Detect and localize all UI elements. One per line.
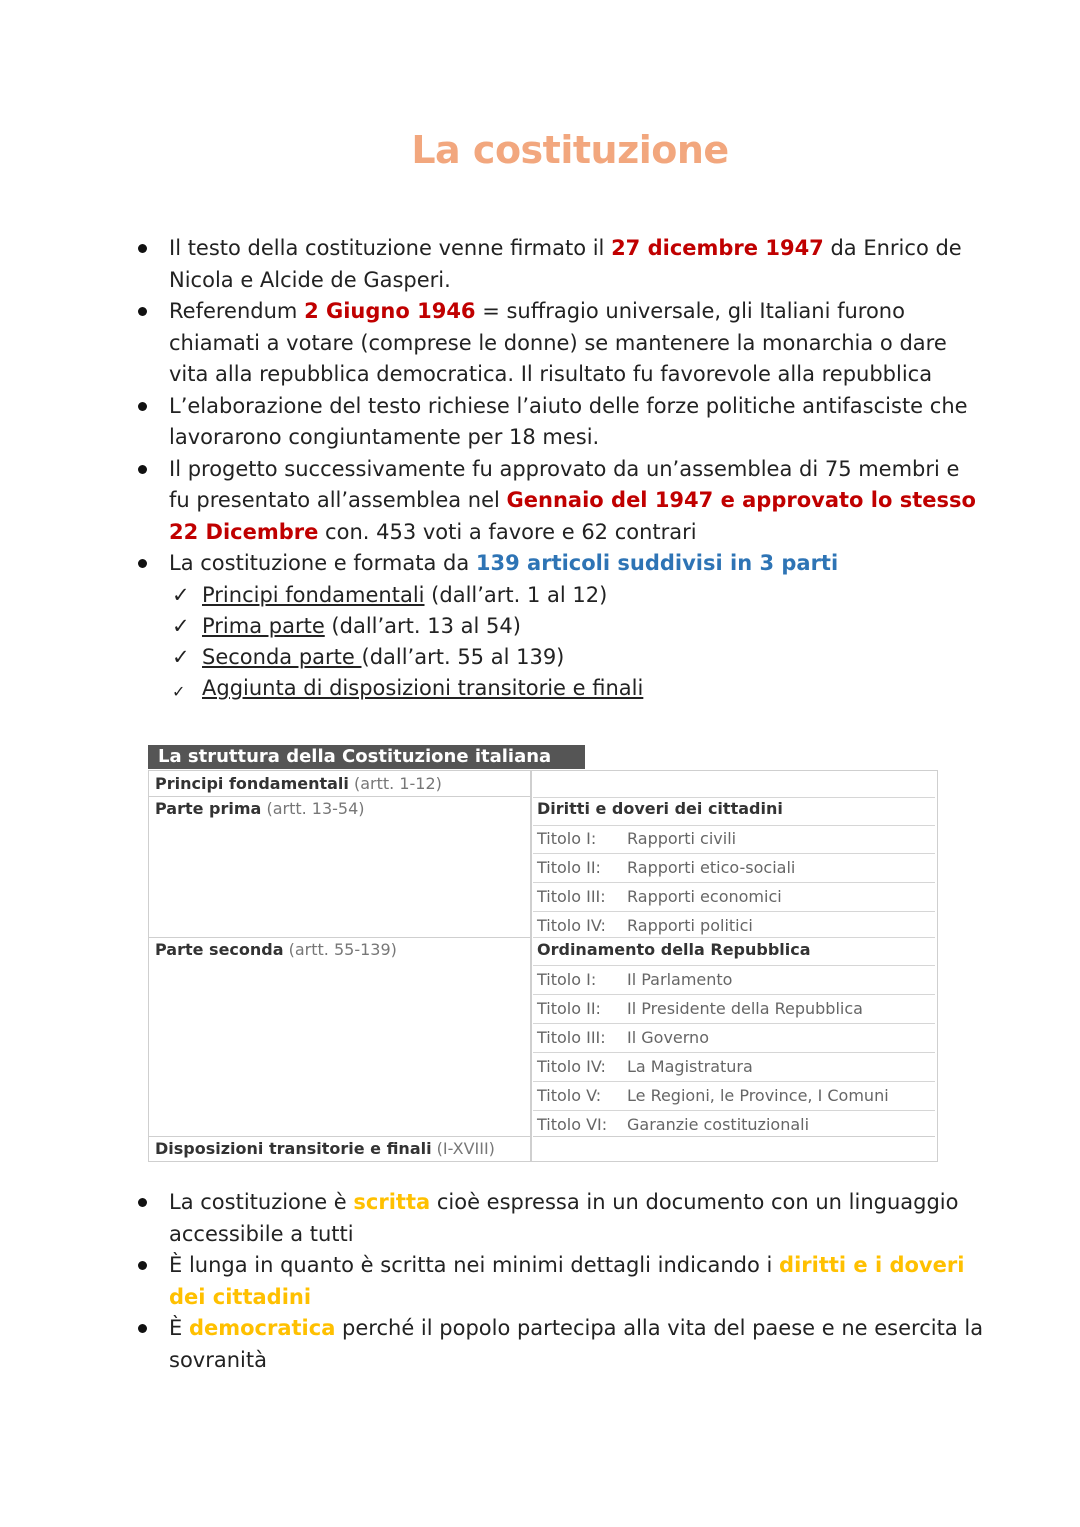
table-row <box>533 1111 935 1136</box>
table-divider <box>533 1136 935 1137</box>
text: cioè espressa in un documento con un linguaggio accessibile a tutti <box>169 1190 959 1246</box>
check-list <box>172 580 986 704</box>
text: La costituzione e formata da <box>169 551 476 575</box>
text: (artt. 1-12) <box>348 774 442 793</box>
text: (dall’art. 13 al 54) <box>324 613 521 638</box>
list-item <box>136 454 986 549</box>
table-row <box>533 1053 935 1082</box>
text: Titolo II: <box>537 858 601 877</box>
text: Le Regioni, le Province, I Comuni <box>627 1086 889 1105</box>
text: da Enrico de Nicola e Alcide de Gasperi. <box>169 236 962 292</box>
text: Aggiunta di disposizioni transitorie e finali <box>202 675 644 700</box>
highlight-text: diritti e i doveri dei cittadini <box>169 1253 965 1309</box>
check-item <box>172 611 986 642</box>
text: Rapporti politici <box>627 916 753 935</box>
bullet-icon <box>138 244 147 253</box>
section-heading: Diritti e doveri dei cittadini <box>537 799 783 818</box>
list-item <box>136 1313 986 1376</box>
check-item <box>172 642 986 673</box>
text: Rapporti civili <box>627 829 737 848</box>
bullet-icon <box>138 307 147 316</box>
highlight-date: Gennaio del 1947 e approvato lo stesso 22 Dicembre <box>169 488 976 544</box>
highlight-text: democratica <box>188 1316 336 1340</box>
bullet-list <box>136 1187 986 1376</box>
text: Il Governo <box>627 1028 709 1047</box>
bullet-icon <box>138 465 147 474</box>
check-item <box>172 673 986 704</box>
list-item <box>136 233 986 296</box>
bullet-list <box>136 233 986 704</box>
table-title: La struttura della Costituzione italiana <box>148 745 585 769</box>
text: Rapporti economici <box>627 887 782 906</box>
text: La costituzione è <box>169 1190 354 1214</box>
table-row <box>533 995 935 1024</box>
text: Garanzie costituzionali <box>627 1115 810 1134</box>
text: Titolo III: <box>537 1028 606 1047</box>
bullet-icon <box>138 559 147 568</box>
text: = suffragio universale, gli Italiani furono chiamati a votare (comprese le donne) se mantenere la monarchia o dare vita alla repubblica democratica. Il risultato fu favorevole alla repubblica <box>169 299 947 386</box>
text: Titolo I: <box>537 829 597 848</box>
table-row <box>533 912 935 938</box>
text: Il Parlamento <box>627 970 733 989</box>
text: Referendum <box>169 299 305 323</box>
table-row <box>533 854 935 883</box>
text: Il Presidente della Repubblica <box>627 999 863 1018</box>
text: La Magistratura <box>627 1057 753 1076</box>
text: Principi fondamentali <box>155 774 349 793</box>
text: Titolo V: <box>537 1086 602 1105</box>
text: (artt. 13-54) <box>261 799 365 818</box>
list-item <box>136 296 986 391</box>
check-icon: ✓ <box>172 613 190 638</box>
text: Il testo della costituzione venne firmato il <box>169 236 612 260</box>
text: Parte prima <box>155 799 262 818</box>
structure-table <box>148 770 938 1162</box>
table-cell <box>148 1136 531 1162</box>
text: Parte seconda <box>155 940 284 959</box>
table-row <box>533 966 935 995</box>
page-title: La costituzione <box>411 128 729 172</box>
text: Il progetto successivamente fu approvato da un’assemblea di 75 membri e fu presentato all’assemblea nel <box>169 456 960 512</box>
highlight-text: 139 articoli suddivisi in 3 parti <box>475 551 839 575</box>
text: perché il popolo partecipa alla vita del paese e ne esercita la sovranità <box>169 1316 984 1372</box>
text: Titolo I: <box>537 970 597 989</box>
check-icon: ✓ <box>172 681 186 701</box>
bullet-icon <box>138 1198 147 1207</box>
list-item <box>136 1250 986 1313</box>
text: Titolo III: <box>537 887 606 906</box>
table-row <box>533 1024 935 1053</box>
text: Rapporti etico-sociali <box>627 858 796 877</box>
table-cell <box>148 770 531 797</box>
text: Principi fondamentali <box>202 582 425 607</box>
text: Seconda parte <box>202 644 362 669</box>
text: (artt. 55-139) <box>283 940 397 959</box>
text: con. 453 voti a favore e 62 contrari <box>318 519 697 544</box>
table-cell <box>148 937 531 1137</box>
check-icon: ✓ <box>172 582 190 607</box>
check-icon: ✓ <box>172 644 190 669</box>
highlight-date: 2 Giugno 1946 <box>304 299 476 323</box>
section-heading: Ordinamento della Repubblica <box>537 940 811 959</box>
text: Disposizioni transitorie e finali <box>155 1139 432 1158</box>
table-cell <box>148 796 531 938</box>
check-item <box>172 580 986 611</box>
text: Titolo VI: <box>537 1115 608 1134</box>
text: L’elaborazione del testo richiese l’aiuto delle forze politiche antifasciste che lavorarono congiuntamente per 18 mesi. <box>169 393 968 449</box>
table-row <box>533 938 935 966</box>
list-item <box>136 391 986 454</box>
text: (dall’art. 1 al 12) <box>424 582 608 607</box>
text: Titolo IV: <box>537 1057 606 1076</box>
list-item <box>136 548 986 580</box>
text: Titolo II: <box>537 999 601 1018</box>
highlight-text: scritta <box>353 1190 431 1214</box>
highlight-date: 27 dicembre 1947 <box>611 236 824 260</box>
bullet-icon <box>138 1261 147 1270</box>
table-row <box>533 825 935 854</box>
text: Prima parte <box>202 613 325 638</box>
table-row <box>533 797 935 826</box>
text: Titolo IV: <box>537 916 606 935</box>
bullet-icon <box>138 402 147 411</box>
table-row <box>533 1082 935 1111</box>
text: (dall’art. 55 al 139) <box>361 644 565 669</box>
table-row <box>533 883 935 912</box>
text: È lunga in quanto è scritta nei minimi dettagli indicando i <box>169 1253 780 1277</box>
list-item <box>136 1187 986 1250</box>
text: È <box>169 1316 189 1340</box>
text: (I-XVIII) <box>431 1139 495 1158</box>
bullet-icon <box>138 1324 147 1333</box>
